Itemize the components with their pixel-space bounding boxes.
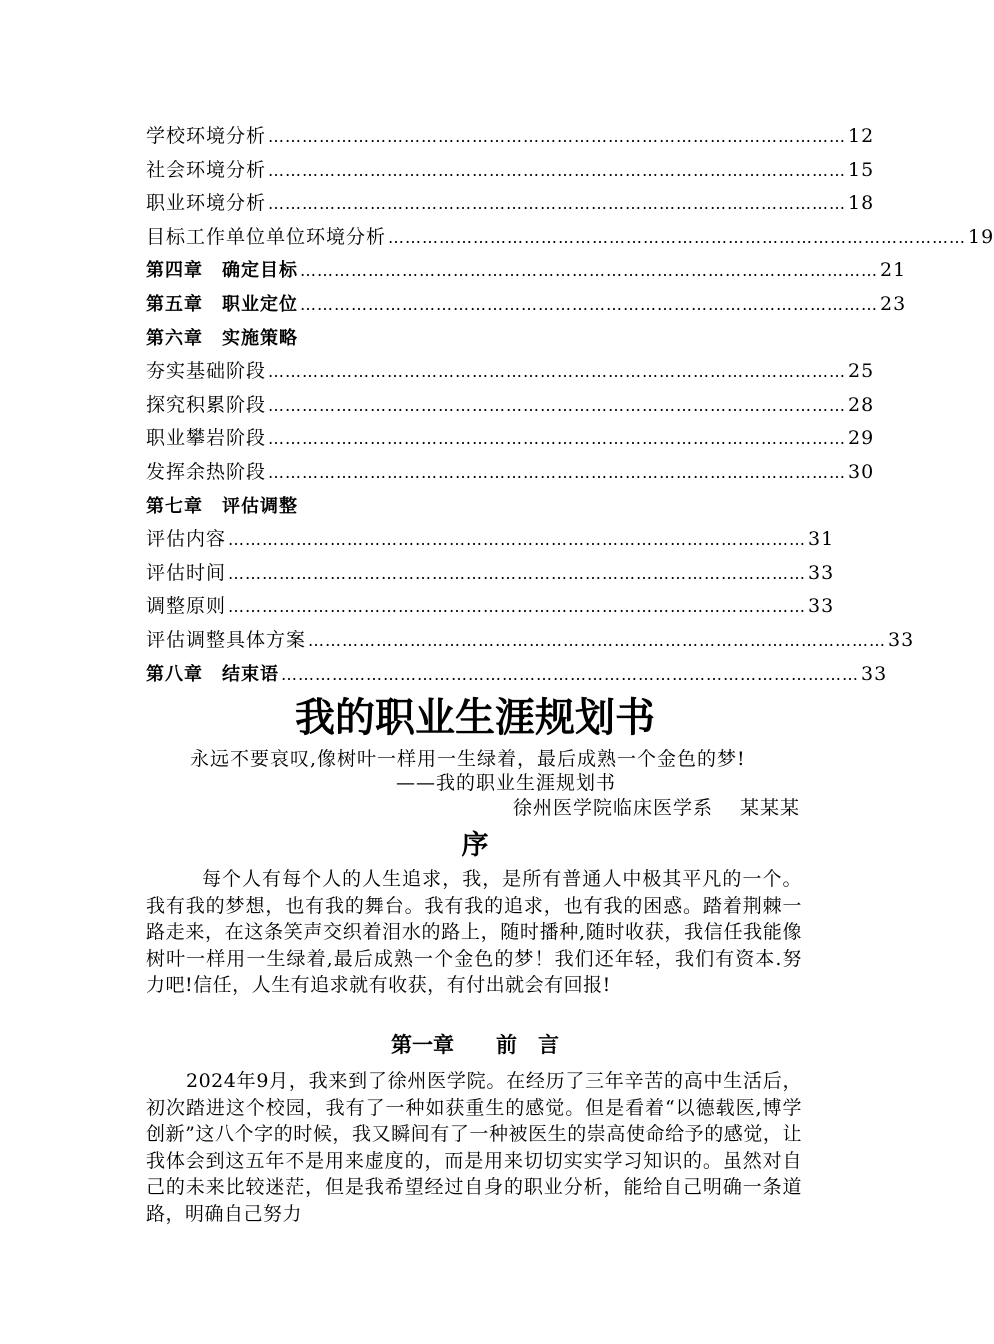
toc-entry-label: 第四章 确定目标	[146, 260, 298, 282]
motto-source: ——我的职业生涯规划书	[396, 772, 617, 794]
toc-entry[interactable]	[146, 221, 994, 255]
toc-page-number: 30	[848, 460, 875, 483]
toc-entry-label: 发挥余热阶段	[146, 460, 267, 483]
toc-dot-leader: …………………………………………………………………………………………	[268, 127, 847, 146]
toc-dot-leader: …………………………………………………………………………………………	[300, 261, 878, 281]
toc-entry-label: 第八章 结束语	[146, 663, 279, 685]
toc-dot-leader: …………………………………………………………………………………………	[388, 227, 967, 247]
toc-chapter-entry[interactable]	[146, 322, 792, 356]
toc-entry-label: 社会环境分析	[146, 158, 267, 181]
toc-entry-label: 夯实基础阶段	[146, 360, 267, 383]
toc-page-number: 18	[848, 192, 875, 215]
motto: 永远不要哀叹,像树叶一样用一生绿着，最后成熟一个金色的梦!	[190, 748, 746, 770]
toc-page-number: 12	[848, 125, 875, 147]
toc-dot-leader: …………………………………………………………………………………………	[268, 160, 847, 180]
preface-heading: 序	[461, 830, 489, 861]
preface-paragraph: 每个人有每个人的人生追求，我，是所有普通人中极其平凡的一个。我有我的梦想，也有我的舞台。我有我的追求，也有我的困惑。踏着荆棘一路走来，在这条笑声交织着泪水的路上，随时播种,随时收获，我信任我能像树叶一样用一生绿着,最后成熟一个金色的梦！我们还年轻，我们有资本.努力吧!信任，人生有追求就有收获，有付出就会有回报!	[146, 868, 802, 996]
toc-entry-label: 学校环境分析	[146, 125, 267, 147]
toc-chapter-entry[interactable]	[146, 490, 792, 524]
toc-entry[interactable]	[146, 523, 835, 557]
toc-entry[interactable]	[146, 456, 875, 490]
toc-dot-leader: …………………………………………………………………………………………	[268, 462, 847, 482]
toc-page-number: 25	[848, 360, 875, 383]
toc-dot-leader: …………………………………………………………………………………………	[268, 362, 847, 382]
toc-page-number: 23	[880, 292, 907, 315]
toc-entry[interactable]	[146, 355, 875, 389]
table-of-contents	[146, 120, 994, 691]
toc-dot-leader: …………………………………………………………………………………………	[228, 563, 807, 583]
toc-page-number: 15	[848, 158, 875, 181]
toc-dot-leader: …………………………………………………………………………………………	[281, 664, 859, 684]
toc-dot-leader: …………………………………………………………………………………………	[300, 294, 878, 314]
toc-dot-leader: …………………………………………………………………………………………	[268, 194, 847, 214]
toc-dot-leader: …………………………………………………………………………………………	[228, 530, 807, 550]
chapter-one-paragraph: 2024年9月，我来到了徐州医学院。在经历了三年辛苦的高中生活后，初次踏进这个校园，我有了一种如获重生的感觉。但是看着“以德载医,博学创新”这八个字的时候，我又瞬间有了一种被医生的崇高使命给予的感觉，让我体会到这五年不是用来虚度的，而是用来切切实实学习知识的。虽然对自己的未来比较迷茫，但是我希望经过自身的职业分析，能给自己明确一条道路，明确自己努力	[146, 1070, 802, 1225]
toc-entry[interactable]	[146, 422, 875, 456]
toc-entry[interactable]	[146, 187, 875, 221]
toc-page-number: 21	[880, 259, 907, 282]
toc-dot-leader: …………………………………………………………………………………………	[228, 597, 807, 617]
chapter-one-heading: 第一章 前 言	[391, 1033, 559, 1057]
toc-entry-label: 评估时间	[146, 561, 227, 584]
toc-entry[interactable]	[146, 624, 915, 658]
toc-entry[interactable]	[146, 154, 875, 188]
toc-chapter-entry[interactable]	[146, 254, 907, 288]
toc-entry[interactable]	[146, 389, 875, 423]
toc-page-number: 33	[861, 662, 888, 685]
toc-entry-label: 第六章 实施策略	[146, 327, 298, 349]
toc-page-number: 28	[848, 393, 875, 416]
toc-entry-label: 第七章 评估调整	[146, 495, 298, 517]
toc-chapter-entry[interactable]	[146, 288, 907, 322]
toc-entry[interactable]	[146, 120, 875, 154]
toc-entry[interactable]	[146, 590, 835, 624]
toc-entry-label: 探究积累阶段	[146, 393, 267, 416]
toc-page-number: 31	[808, 528, 835, 551]
toc-dot-leader: …………………………………………………………………………………………	[268, 429, 847, 449]
toc-entry[interactable]	[146, 557, 835, 591]
document-title: 我的职业生涯规划书	[295, 695, 655, 741]
toc-page-number: 33	[888, 628, 915, 651]
toc-entry-label: 职业攀岩阶段	[146, 427, 267, 450]
toc-entry-label: 目标工作单位单位环境分析	[146, 225, 387, 248]
toc-entry-label: 评估调整具体方案	[146, 628, 307, 651]
toc-entry-label: 第五章 职业定位	[146, 293, 298, 315]
toc-entry-label: 评估内容	[146, 528, 227, 551]
toc-page-number: 29	[848, 427, 875, 450]
toc-chapter-entry[interactable]	[146, 658, 888, 692]
toc-page-number: 33	[808, 595, 835, 618]
toc-entry-label: 职业环境分析	[146, 192, 267, 215]
toc-page-number: 33	[808, 561, 835, 584]
author-line: 徐州医学院临床医学系 某某某	[512, 797, 800, 819]
toc-dot-leader: …………………………………………………………………………………………	[308, 630, 887, 650]
toc-entry-label: 调整原则	[146, 595, 227, 618]
toc-page-number: 19	[968, 225, 994, 248]
toc-dot-leader: …………………………………………………………………………………………	[268, 395, 847, 415]
